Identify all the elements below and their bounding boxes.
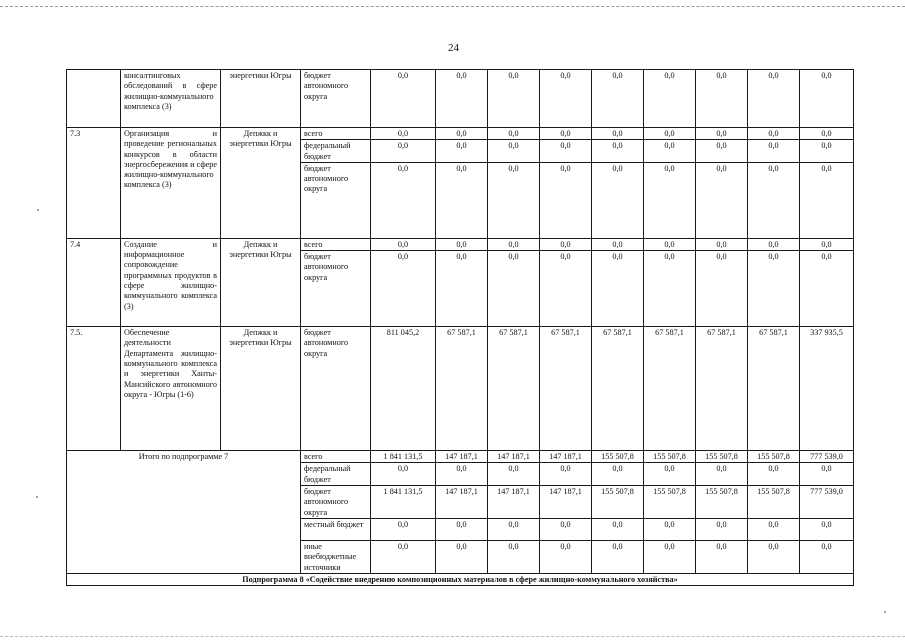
amount-cell: 0,0 (696, 463, 748, 486)
amount-cell: 67 587,1 (436, 327, 488, 451)
funding-source: федеральный бюджет (301, 140, 371, 163)
amount-cell: 0,0 (371, 463, 436, 486)
amount-cell: 155 507,8 (748, 486, 800, 519)
amount-cell: 0,0 (800, 140, 854, 163)
funding-source: иные внебюджетные источники (301, 540, 371, 573)
amount-cell: 155 507,8 (644, 486, 696, 519)
total-label: Итого по подпрограмме 7 (67, 451, 301, 574)
amount-cell: 0,0 (748, 162, 800, 238)
amount-cell: 155 507,8 (592, 451, 644, 463)
activity-name: Обеспечение деятельности Департамента жилищно-коммунального комплекса и энергетики Ханты-Мансийского автономного округа - Югры (1-6) (121, 327, 221, 451)
amount-cell: 0,0 (696, 540, 748, 573)
funding-source: бюджет автономного округа (301, 486, 371, 519)
subprogram-header: Подпрограмма 8 «Содействие внедрению композиционных материалов в сфере жилищно-коммунального хозяйства» (67, 573, 854, 585)
amount-cell: 0,0 (800, 162, 854, 238)
amount-cell: 1 841 131,5 (371, 486, 436, 519)
amount-cell: 0,0 (696, 70, 748, 128)
amount-cell: 0,0 (371, 238, 436, 250)
scan-edge-top (0, 6, 905, 7)
amount-cell: 0,0 (540, 140, 592, 163)
amount-cell: 67 587,1 (644, 327, 696, 451)
amount-cell: 0,0 (644, 140, 696, 163)
amount-cell: 0,0 (488, 540, 540, 573)
amount-cell: 147 187,1 (436, 451, 488, 463)
amount-cell: 155 507,8 (748, 451, 800, 463)
amount-cell: 337 935,5 (800, 327, 854, 451)
amount-cell: 0,0 (748, 70, 800, 128)
amount-cell: 155 507,8 (696, 451, 748, 463)
amount-cell: 0,0 (748, 251, 800, 327)
amount-cell: 0,0 (800, 238, 854, 250)
funding-source: всего (301, 451, 371, 463)
amount-cell: 0,0 (371, 251, 436, 327)
executor: Депжкк и энергетики Югры (221, 128, 301, 239)
amount-cell: 0,0 (696, 238, 748, 250)
funding-source: бюджет автономного округа (301, 251, 371, 327)
amount-cell: 0,0 (488, 128, 540, 140)
amount-cell: 777 539,0 (800, 451, 854, 463)
amount-cell: 0,0 (644, 70, 696, 128)
amount-cell: 0,0 (644, 162, 696, 238)
funding-source: федеральный бюджет (301, 463, 371, 486)
amount-cell: 147 187,1 (488, 451, 540, 463)
amount-cell: 0,0 (644, 128, 696, 140)
amount-cell: 0,0 (436, 463, 488, 486)
activity-name: Организация и проведение региональных конкурсов в области энергосбережения и сфере жилищно-коммунального комплекса (3) (121, 128, 221, 239)
executor: Депжкк и энергетики Югры (221, 327, 301, 451)
amount-cell: 0,0 (748, 140, 800, 163)
funding-source: всего (301, 128, 371, 140)
activity-name: Создание и информационное сопровождение программных продуктов в сфере жилищно-коммунального комплекса (3) (121, 238, 221, 326)
table-row (67, 70, 854, 128)
amount-cell: 0,0 (436, 128, 488, 140)
amount-cell: 67 587,1 (592, 327, 644, 451)
amount-cell: 0,0 (696, 128, 748, 140)
amount-cell: 0,0 (644, 463, 696, 486)
budget-table (66, 69, 854, 586)
amount-cell: 155 507,8 (644, 451, 696, 463)
amount-cell: 0,0 (748, 540, 800, 573)
amount-cell: 0,0 (540, 70, 592, 128)
subprogram-header-row (67, 573, 854, 585)
funding-source: всего (301, 238, 371, 250)
amount-cell: 67 587,1 (540, 327, 592, 451)
scan-speck (36, 496, 38, 498)
amount-cell: 0,0 (488, 463, 540, 486)
amount-cell: 0,0 (488, 70, 540, 128)
activity-name: консалтинговых обследований в сфере жилищно-коммунального комплекса (3) (121, 70, 221, 128)
amount-cell: 0,0 (371, 140, 436, 163)
amount-cell: 0,0 (540, 238, 592, 250)
amount-cell: 0,0 (696, 162, 748, 238)
amount-cell: 0,0 (800, 540, 854, 573)
amount-cell: 0,0 (592, 70, 644, 128)
amount-cell: 0,0 (592, 540, 644, 573)
funding-source: бюджет автономного округа (301, 327, 371, 451)
amount-cell: 0,0 (540, 463, 592, 486)
amount-cell: 0,0 (800, 518, 854, 540)
row-index: 7.5. (67, 327, 121, 451)
funding-source: бюджет автономного округа (301, 162, 371, 238)
amount-cell: 0,0 (436, 540, 488, 573)
amount-cell: 777 539,0 (800, 486, 854, 519)
amount-cell: 0,0 (488, 140, 540, 163)
amount-cell: 0,0 (592, 140, 644, 163)
amount-cell: 0,0 (371, 128, 436, 140)
amount-cell: 0,0 (696, 518, 748, 540)
amount-cell: 0,0 (644, 518, 696, 540)
amount-cell: 0,0 (436, 162, 488, 238)
amount-cell: 0,0 (748, 128, 800, 140)
amount-cell: 0,0 (644, 251, 696, 327)
amount-cell: 0,0 (436, 70, 488, 128)
amount-cell: 0,0 (540, 251, 592, 327)
amount-cell: 67 587,1 (488, 327, 540, 451)
amount-cell: 0,0 (644, 540, 696, 573)
amount-cell: 0,0 (592, 251, 644, 327)
amount-cell: 0,0 (696, 140, 748, 163)
amount-cell: 811 045,2 (371, 327, 436, 451)
amount-cell: 147 187,1 (488, 486, 540, 519)
amount-cell: 0,0 (436, 238, 488, 250)
table-row (67, 327, 854, 451)
amount-cell: 0,0 (540, 518, 592, 540)
amount-cell: 147 187,1 (436, 486, 488, 519)
amount-cell: 0,0 (748, 238, 800, 250)
page-number: 24 (448, 42, 459, 54)
amount-cell: 0,0 (696, 251, 748, 327)
amount-cell: 0,0 (488, 518, 540, 540)
amount-cell: 67 587,1 (696, 327, 748, 451)
amount-cell: 0,0 (748, 463, 800, 486)
amount-cell: 0,0 (540, 540, 592, 573)
amount-cell: 0,0 (488, 251, 540, 327)
amount-cell: 0,0 (592, 463, 644, 486)
scan-speck (37, 209, 39, 211)
amount-cell: 0,0 (371, 162, 436, 238)
table-row (67, 128, 854, 140)
amount-cell: 0,0 (371, 518, 436, 540)
table-body (67, 70, 854, 586)
amount-cell: 0,0 (436, 251, 488, 327)
amount-cell: 0,0 (436, 140, 488, 163)
amount-cell: 155 507,8 (696, 486, 748, 519)
row-index (67, 70, 121, 128)
amount-cell: 0,0 (488, 162, 540, 238)
executor: энергетики Югры (221, 70, 301, 128)
amount-cell: 0,0 (592, 162, 644, 238)
executor: Депжкк и энергетики Югры (221, 238, 301, 326)
amount-cell: 0,0 (800, 251, 854, 327)
scan-speck (884, 611, 886, 613)
amount-cell: 0,0 (436, 518, 488, 540)
amount-cell: 155 507,8 (592, 486, 644, 519)
scan-edge-bottom (0, 636, 905, 637)
amount-cell: 1 841 131,5 (371, 451, 436, 463)
funding-source: бюджет автономного округа (301, 70, 371, 128)
amount-cell: 0,0 (800, 128, 854, 140)
amount-cell: 67 587,1 (748, 327, 800, 451)
amount-cell: 0,0 (488, 238, 540, 250)
table-row (67, 238, 854, 250)
funding-source: местный бюджет (301, 518, 371, 540)
amount-cell: 0,0 (644, 238, 696, 250)
amount-cell: 0,0 (592, 128, 644, 140)
row-index: 7.3 (67, 128, 121, 239)
amount-cell: 0,0 (592, 518, 644, 540)
amount-cell: 0,0 (540, 162, 592, 238)
row-index: 7.4 (67, 238, 121, 326)
amount-cell: 0,0 (748, 518, 800, 540)
amount-cell: 147 187,1 (540, 486, 592, 519)
amount-cell: 0,0 (371, 540, 436, 573)
amount-cell: 0,0 (592, 238, 644, 250)
total-row (67, 451, 854, 463)
amount-cell: 147 187,1 (540, 451, 592, 463)
amount-cell: 0,0 (540, 128, 592, 140)
amount-cell: 0,0 (371, 70, 436, 128)
amount-cell: 0,0 (800, 463, 854, 486)
amount-cell: 0,0 (800, 70, 854, 128)
